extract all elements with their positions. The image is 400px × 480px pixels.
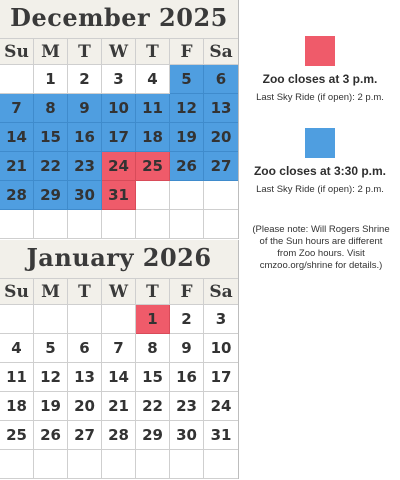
week-row: [0, 450, 238, 479]
calendar-grid: [0, 305, 238, 479]
day-cell: 4: [136, 65, 170, 94]
day-cell: 3: [102, 65, 136, 94]
legend-title: Zoo closes at 3:30 p.m.: [253, 164, 387, 178]
legend-subtitle: Last Sky Ride (if open): 2 p.m.: [256, 184, 384, 195]
weekday-label: Sa: [204, 279, 238, 305]
day-cell: 10: [102, 94, 136, 123]
day-cell: 8: [34, 94, 68, 123]
empty-day-cell: [0, 305, 34, 334]
day-cell: 18: [0, 392, 34, 421]
day-cell: 25: [0, 421, 34, 450]
empty-day-cell: [34, 210, 68, 239]
week-row: [0, 392, 238, 421]
empty-day-cell: [136, 210, 170, 239]
week-row: [0, 65, 238, 94]
day-cell: 28: [102, 421, 136, 450]
day-cell: 18: [136, 123, 170, 152]
calendar-january-2026: [0, 240, 239, 479]
empty-day-cell: [34, 450, 68, 479]
weekday-label: Su: [0, 279, 34, 305]
day-cell: 14: [102, 363, 136, 392]
day-cell: 3: [204, 305, 238, 334]
legend-closes-330pm: [240, 128, 400, 195]
empty-day-cell: [0, 65, 34, 94]
day-cell: 15: [34, 123, 68, 152]
empty-day-cell: [34, 305, 68, 334]
day-cell: 22: [34, 152, 68, 181]
weekday-header-row: [0, 39, 238, 65]
day-cell: 24: [204, 392, 238, 421]
empty-day-cell: [136, 450, 170, 479]
empty-day-cell: [136, 181, 170, 210]
day-cell: 6: [68, 334, 102, 363]
calendar-title: December 2025: [0, 0, 238, 39]
day-cell: 19: [170, 123, 204, 152]
day-cell: 29: [34, 181, 68, 210]
weekday-label: T: [68, 39, 102, 65]
empty-day-cell: [170, 450, 204, 479]
day-cell: 17: [204, 363, 238, 392]
week-row: [0, 334, 238, 363]
legend-subtitle: Last Sky Ride (if open): 2 p.m.: [256, 92, 384, 103]
day-cell: 17: [102, 123, 136, 152]
empty-day-cell: [102, 305, 136, 334]
day-cell: 30: [68, 181, 102, 210]
weekday-label: T: [68, 279, 102, 305]
day-cell: 15: [136, 363, 170, 392]
week-row: [0, 305, 238, 334]
week-row: [0, 123, 238, 152]
day-cell: 16: [68, 123, 102, 152]
day-cell: 24: [102, 152, 136, 181]
day-cell: 1: [136, 305, 170, 334]
day-cell: 13: [68, 363, 102, 392]
day-cell: 1: [34, 65, 68, 94]
calendar-december-2025: [0, 0, 239, 239]
calendar-grid: [0, 65, 238, 239]
day-cell: 12: [170, 94, 204, 123]
empty-day-cell: [0, 450, 34, 479]
day-cell: 13: [204, 94, 238, 123]
empty-day-cell: [170, 181, 204, 210]
day-cell: 8: [136, 334, 170, 363]
day-cell: 6: [204, 65, 238, 94]
day-cell: 21: [0, 152, 34, 181]
day-cell: 25: [136, 152, 170, 181]
week-row: [0, 94, 238, 123]
weekday-label: T: [136, 39, 170, 65]
weekday-header-row: [0, 279, 238, 305]
day-cell: 11: [0, 363, 34, 392]
red-swatch: [305, 36, 335, 66]
day-cell: 19: [34, 392, 68, 421]
weekday-label: W: [102, 279, 136, 305]
empty-day-cell: [0, 210, 34, 239]
empty-day-cell: [170, 210, 204, 239]
day-cell: 30: [170, 421, 204, 450]
calendar-title: January 2026: [0, 240, 238, 279]
day-cell: 28: [0, 181, 34, 210]
day-cell: 23: [68, 152, 102, 181]
day-cell: 29: [136, 421, 170, 450]
weekday-label: Su: [0, 39, 34, 65]
empty-day-cell: [204, 450, 238, 479]
shrine-hours-note: (Please note: Will Rogers Shrine of the Sun hours are different from Zoo hours. Visit cmzoo.org/shrine for details.): [252, 224, 390, 271]
empty-day-cell: [204, 210, 238, 239]
day-cell: 9: [68, 94, 102, 123]
week-row: [0, 210, 238, 239]
empty-day-cell: [204, 181, 238, 210]
day-cell: 27: [68, 421, 102, 450]
blue-swatch: [305, 128, 335, 158]
day-cell: 22: [136, 392, 170, 421]
empty-day-cell: [68, 450, 102, 479]
legend-title: Zoo closes at 3 p.m.: [262, 72, 378, 86]
weekday-label: F: [170, 279, 204, 305]
day-cell: 20: [68, 392, 102, 421]
day-cell: 20: [204, 123, 238, 152]
empty-day-cell: [102, 210, 136, 239]
day-cell: 9: [170, 334, 204, 363]
day-cell: 11: [136, 94, 170, 123]
legend-closes-3pm: [240, 36, 400, 103]
week-row: [0, 181, 238, 210]
weekday-label: W: [102, 39, 136, 65]
weekday-label: F: [170, 39, 204, 65]
weekday-label: M: [34, 39, 68, 65]
day-cell: 26: [170, 152, 204, 181]
day-cell: 23: [170, 392, 204, 421]
weekday-label: Sa: [204, 39, 238, 65]
day-cell: 4: [0, 334, 34, 363]
empty-day-cell: [102, 450, 136, 479]
day-cell: 16: [170, 363, 204, 392]
day-cell: 7: [102, 334, 136, 363]
day-cell: 5: [170, 65, 204, 94]
weekday-label: M: [34, 279, 68, 305]
week-row: [0, 363, 238, 392]
weekday-label: T: [136, 279, 170, 305]
day-cell: 31: [102, 181, 136, 210]
day-cell: 7: [0, 94, 34, 123]
day-cell: 21: [102, 392, 136, 421]
day-cell: 12: [34, 363, 68, 392]
empty-day-cell: [68, 305, 102, 334]
week-row: [0, 421, 238, 450]
day-cell: 2: [170, 305, 204, 334]
week-row: [0, 152, 238, 181]
day-cell: 10: [204, 334, 238, 363]
day-cell: 27: [204, 152, 238, 181]
day-cell: 31: [204, 421, 238, 450]
empty-day-cell: [68, 210, 102, 239]
day-cell: 5: [34, 334, 68, 363]
day-cell: 14: [0, 123, 34, 152]
day-cell: 26: [34, 421, 68, 450]
day-cell: 2: [68, 65, 102, 94]
